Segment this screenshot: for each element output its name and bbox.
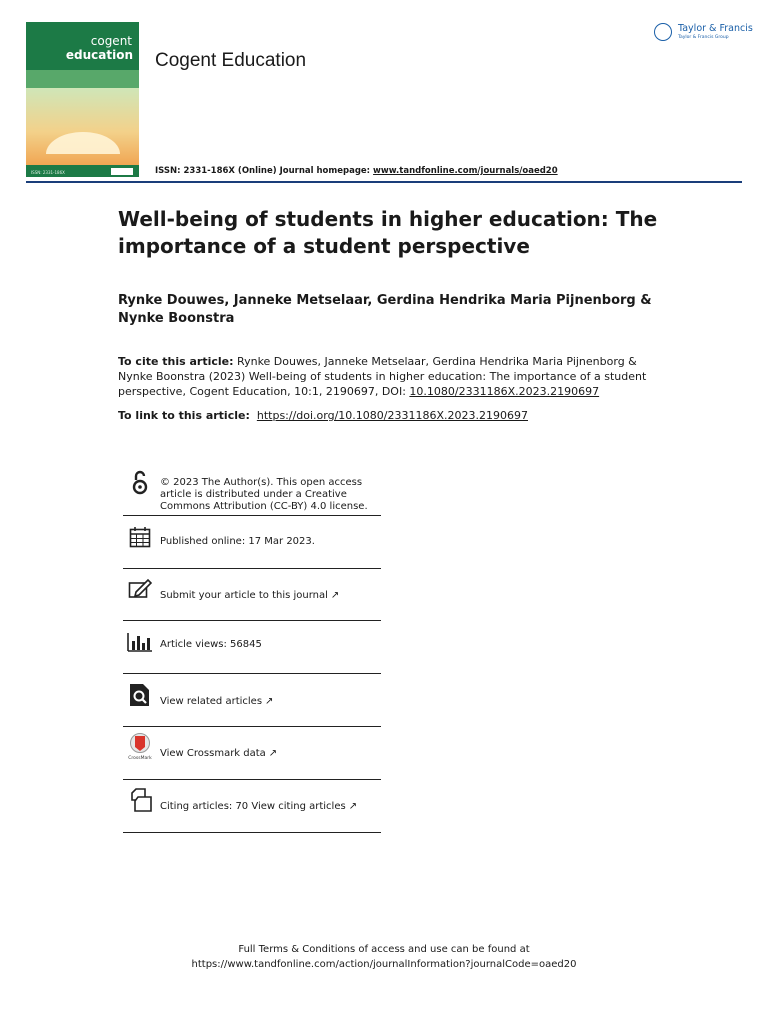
- journal-cover-image: [26, 22, 139, 177]
- submit-article-link[interactable]: [160, 590, 380, 602]
- citing-articles-label: Citing articles: 70 View citing articles: [160, 801, 346, 812]
- crossmark-icon: [127, 733, 153, 759]
- article-link-label: To link to this article:: [118, 409, 250, 422]
- submit-row[interactable]: [123, 569, 381, 621]
- article-doi-url[interactable]: https://doi.org/10.1080/2331186X.2023.2190697: [256, 409, 528, 422]
- external-link-icon: ↗: [265, 696, 274, 707]
- citation-text: Rynke Douwes, Janneke Metselaar, Gerdina Hendrika Maria Pijnenborg & Nynke Boonstra (2023) Well-being of students in higher education: The importance of a student perspective, Cogent Education, 10:1, 2190697, DOI:: [118, 355, 647, 398]
- cover-logo-education: education: [65, 48, 133, 62]
- crossmark-row[interactable]: [123, 727, 381, 780]
- edit-icon: [127, 576, 153, 602]
- header-divider: [26, 181, 742, 183]
- issn-label: ISSN: 2331-186X (Online) Journal homepage:: [155, 166, 371, 176]
- license-row: [123, 466, 381, 516]
- cover-accent-band: [26, 70, 139, 88]
- citing-row[interactable]: [123, 780, 381, 833]
- view-crossmark-label: View Crossmark data: [160, 748, 266, 759]
- terms-footer-line1: Full Terms & Conditions of access and use can be found at: [238, 944, 530, 955]
- journal-name: Cogent Education: [155, 50, 307, 71]
- published-row: [123, 516, 381, 569]
- submit-article-label: Submit your article to this journal: [160, 590, 328, 601]
- published-date: Published online: 17 Mar 2023.: [160, 536, 315, 547]
- citation-doi-link[interactable]: 10.1080/2331186X.2023.2190697: [409, 385, 600, 398]
- publisher-logo-icon: [654, 23, 672, 41]
- license-text: © 2023 The Author(s). This open access article is distributed under a Creative Commons Attribution (CC-BY) 4.0 license.: [160, 477, 368, 512]
- publisher-name: Taylor & Francis: [678, 23, 753, 34]
- external-link-icon: ↗: [268, 748, 278, 759]
- crossmark-icon-label: CrossMark: [128, 756, 152, 760]
- external-link-icon: ↗: [330, 590, 340, 601]
- bar-chart-icon: [127, 629, 153, 655]
- article-views: Article views: 56845: [160, 639, 262, 650]
- publisher-group: Taylor & Francis Group: [678, 35, 729, 40]
- article-title: Well-being of students in higher education: The importance of a student perspective: [118, 207, 658, 258]
- cover-logo-cogent: cogent: [90, 34, 132, 48]
- view-related-label: View related articles: [160, 696, 263, 707]
- citing-articles-icon: [127, 787, 153, 813]
- terms-footer-url[interactable]: https://www.tandfonline.com/action/journalInformation?journalCode=oaed20: [191, 959, 577, 970]
- related-articles-icon: [127, 682, 153, 708]
- cover-illustration: [26, 88, 139, 168]
- terms-footer: [0, 942, 768, 972]
- citation-label: To cite this article:: [118, 355, 234, 368]
- view-related-link[interactable]: [160, 696, 375, 708]
- related-row[interactable]: [123, 674, 381, 727]
- article-info-panel: [123, 466, 381, 833]
- issn-homepage-line: [155, 166, 558, 176]
- article-link-block: [118, 408, 648, 423]
- external-link-icon: ↗: [348, 801, 358, 812]
- journal-homepage-link[interactable]: www.tandfonline.com/journals/oaed20: [373, 166, 558, 176]
- open-access-icon: [127, 470, 153, 496]
- citation-block: [118, 354, 648, 399]
- cover-publisher-logo: [111, 168, 133, 175]
- publisher-logo[interactable]: [654, 22, 753, 46]
- views-row: [123, 621, 381, 674]
- view-crossmark-link[interactable]: [160, 748, 375, 760]
- calendar-icon: [127, 524, 153, 550]
- cover-issn: ISSN: 2331-186X: [31, 170, 65, 175]
- article-authors: Rynke Douwes, Janneke Metselaar, Gerdina Hendrika Maria Pijnenborg & Nynke Boonstra: [118, 293, 652, 326]
- citing-articles-link[interactable]: [160, 801, 380, 813]
